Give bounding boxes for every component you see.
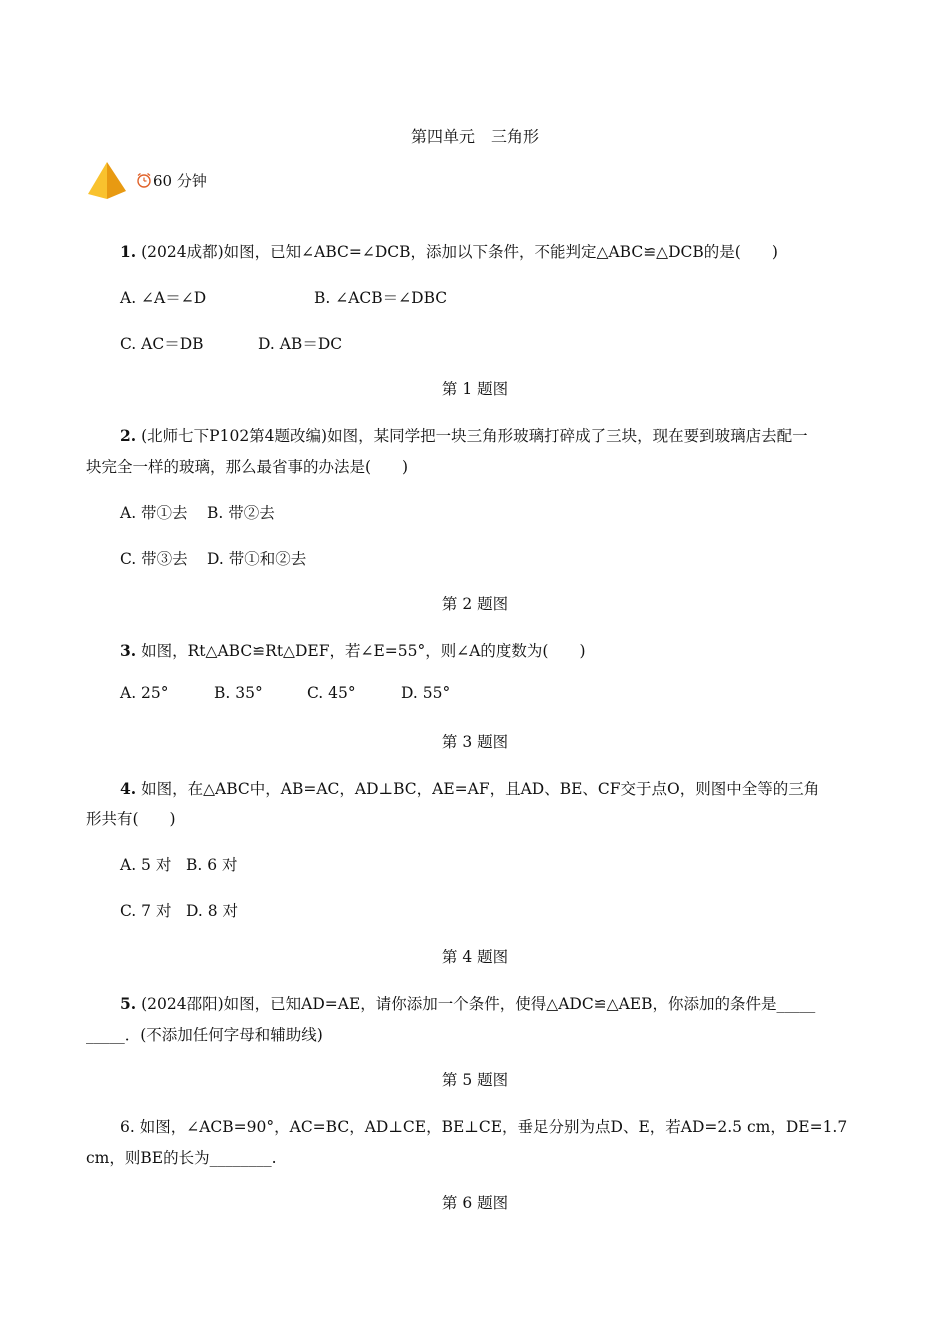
q2-option-b: B. 带②去 xyxy=(207,504,275,522)
q6-stem-line-2: cm，则BE的长为________. xyxy=(86,1149,277,1167)
q1-option-b: B. ∠ACB＝∠DBC xyxy=(314,289,448,307)
alarm-clock-icon xyxy=(136,172,152,188)
q4-option-b: B. 6 对 xyxy=(186,856,238,874)
q3-number: 3. xyxy=(120,641,137,660)
q1-number: 1. xyxy=(120,242,137,261)
q3-option-a: A. 25° xyxy=(120,684,169,702)
q5-number: 5. xyxy=(120,994,137,1013)
q4-stem xyxy=(120,777,819,799)
q2-figure-caption: 第 2 题图 xyxy=(441,595,509,613)
q4-option-a: A. 5 对 xyxy=(120,856,172,874)
q4-option-d: D. 8 对 xyxy=(186,902,239,920)
q4-stem-line-2: 形共有( ) xyxy=(86,810,176,828)
q4-number: 4. xyxy=(120,779,137,798)
q3-option-c: C. 45° xyxy=(307,684,356,702)
q4-option-c: C. 7 对 xyxy=(120,902,172,920)
q3-stem xyxy=(120,639,586,661)
q1-option-d: D. AB＝DC xyxy=(258,335,343,353)
q3-stem-line-1: 如图，Rt△ABC≌Rt△DEF，若∠E=55°，则∠A的度数为( ) xyxy=(141,642,586,660)
q2-stem xyxy=(120,424,808,446)
q2-option-c: C. 带③去 xyxy=(120,550,188,568)
unit-title: 第四单元 三角形 xyxy=(410,127,539,146)
pyramid-icon xyxy=(86,160,128,200)
q5-figure-caption: 第 5 题图 xyxy=(441,1071,509,1089)
q6-stem xyxy=(120,1115,847,1137)
q3-figure-caption: 第 3 题图 xyxy=(441,733,509,751)
q2-number: 2. xyxy=(120,426,137,445)
q3-option-b: B. 35° xyxy=(214,684,263,702)
q1-stem-line-1: (2024成都)如图，已知∠ABC=∠DCB，添加以下条件，不能判定△ABC≌△DCB的是( ) xyxy=(141,243,778,261)
q6-number: 6. xyxy=(120,1118,135,1136)
timer-row xyxy=(86,160,207,200)
q5-stem-line-2: _____．(不添加任何字母和辅助线) xyxy=(86,1026,323,1044)
q6-stem-line-1: 如图，∠ACB=90°，AC=BC，AD⊥CE，BE⊥CE，垂足分别为点D、E，若AD=2.5 cm，DE=1.7 xyxy=(139,1118,848,1136)
q5-stem xyxy=(120,992,815,1014)
q4-figure-caption: 第 4 题图 xyxy=(441,948,509,966)
q4-stem-line-1: 如图，在△ABC中，AB=AC，AD⊥BC，AE=AF，且AD、BE、CF交于点O，则图中全等的三角 xyxy=(141,780,820,798)
q2-stem-line-2: 块完全一样的玻璃，那么最省事的办法是( ) xyxy=(86,458,409,476)
q1-option-a: A. ∠A＝∠D xyxy=(120,289,207,307)
q2-option-d: D. 带①和②去 xyxy=(207,550,307,568)
q6-figure-caption: 第 6 题图 xyxy=(441,1194,509,1212)
q2-stem-line-1: (北师七下P102第4题改编)如图，某同学把一块三角形玻璃打碎成了三块，现在要到玻璃店去配一 xyxy=(141,427,808,445)
q1-option-c: C. AC＝DB xyxy=(120,335,204,353)
q1-figure-caption: 第 1 题图 xyxy=(441,380,509,398)
q2-option-a: A. 带①去 xyxy=(120,504,188,522)
time-limit: 60 分钟 xyxy=(153,171,207,190)
q1-stem xyxy=(120,240,778,262)
q5-stem-line-1: (2024邵阳)如图，已知AD=AE，请你添加一个条件，使得△ADC≌△AEB，你添加的条件是_____ xyxy=(141,995,816,1013)
q3-option-d: D. 55° xyxy=(401,684,451,702)
